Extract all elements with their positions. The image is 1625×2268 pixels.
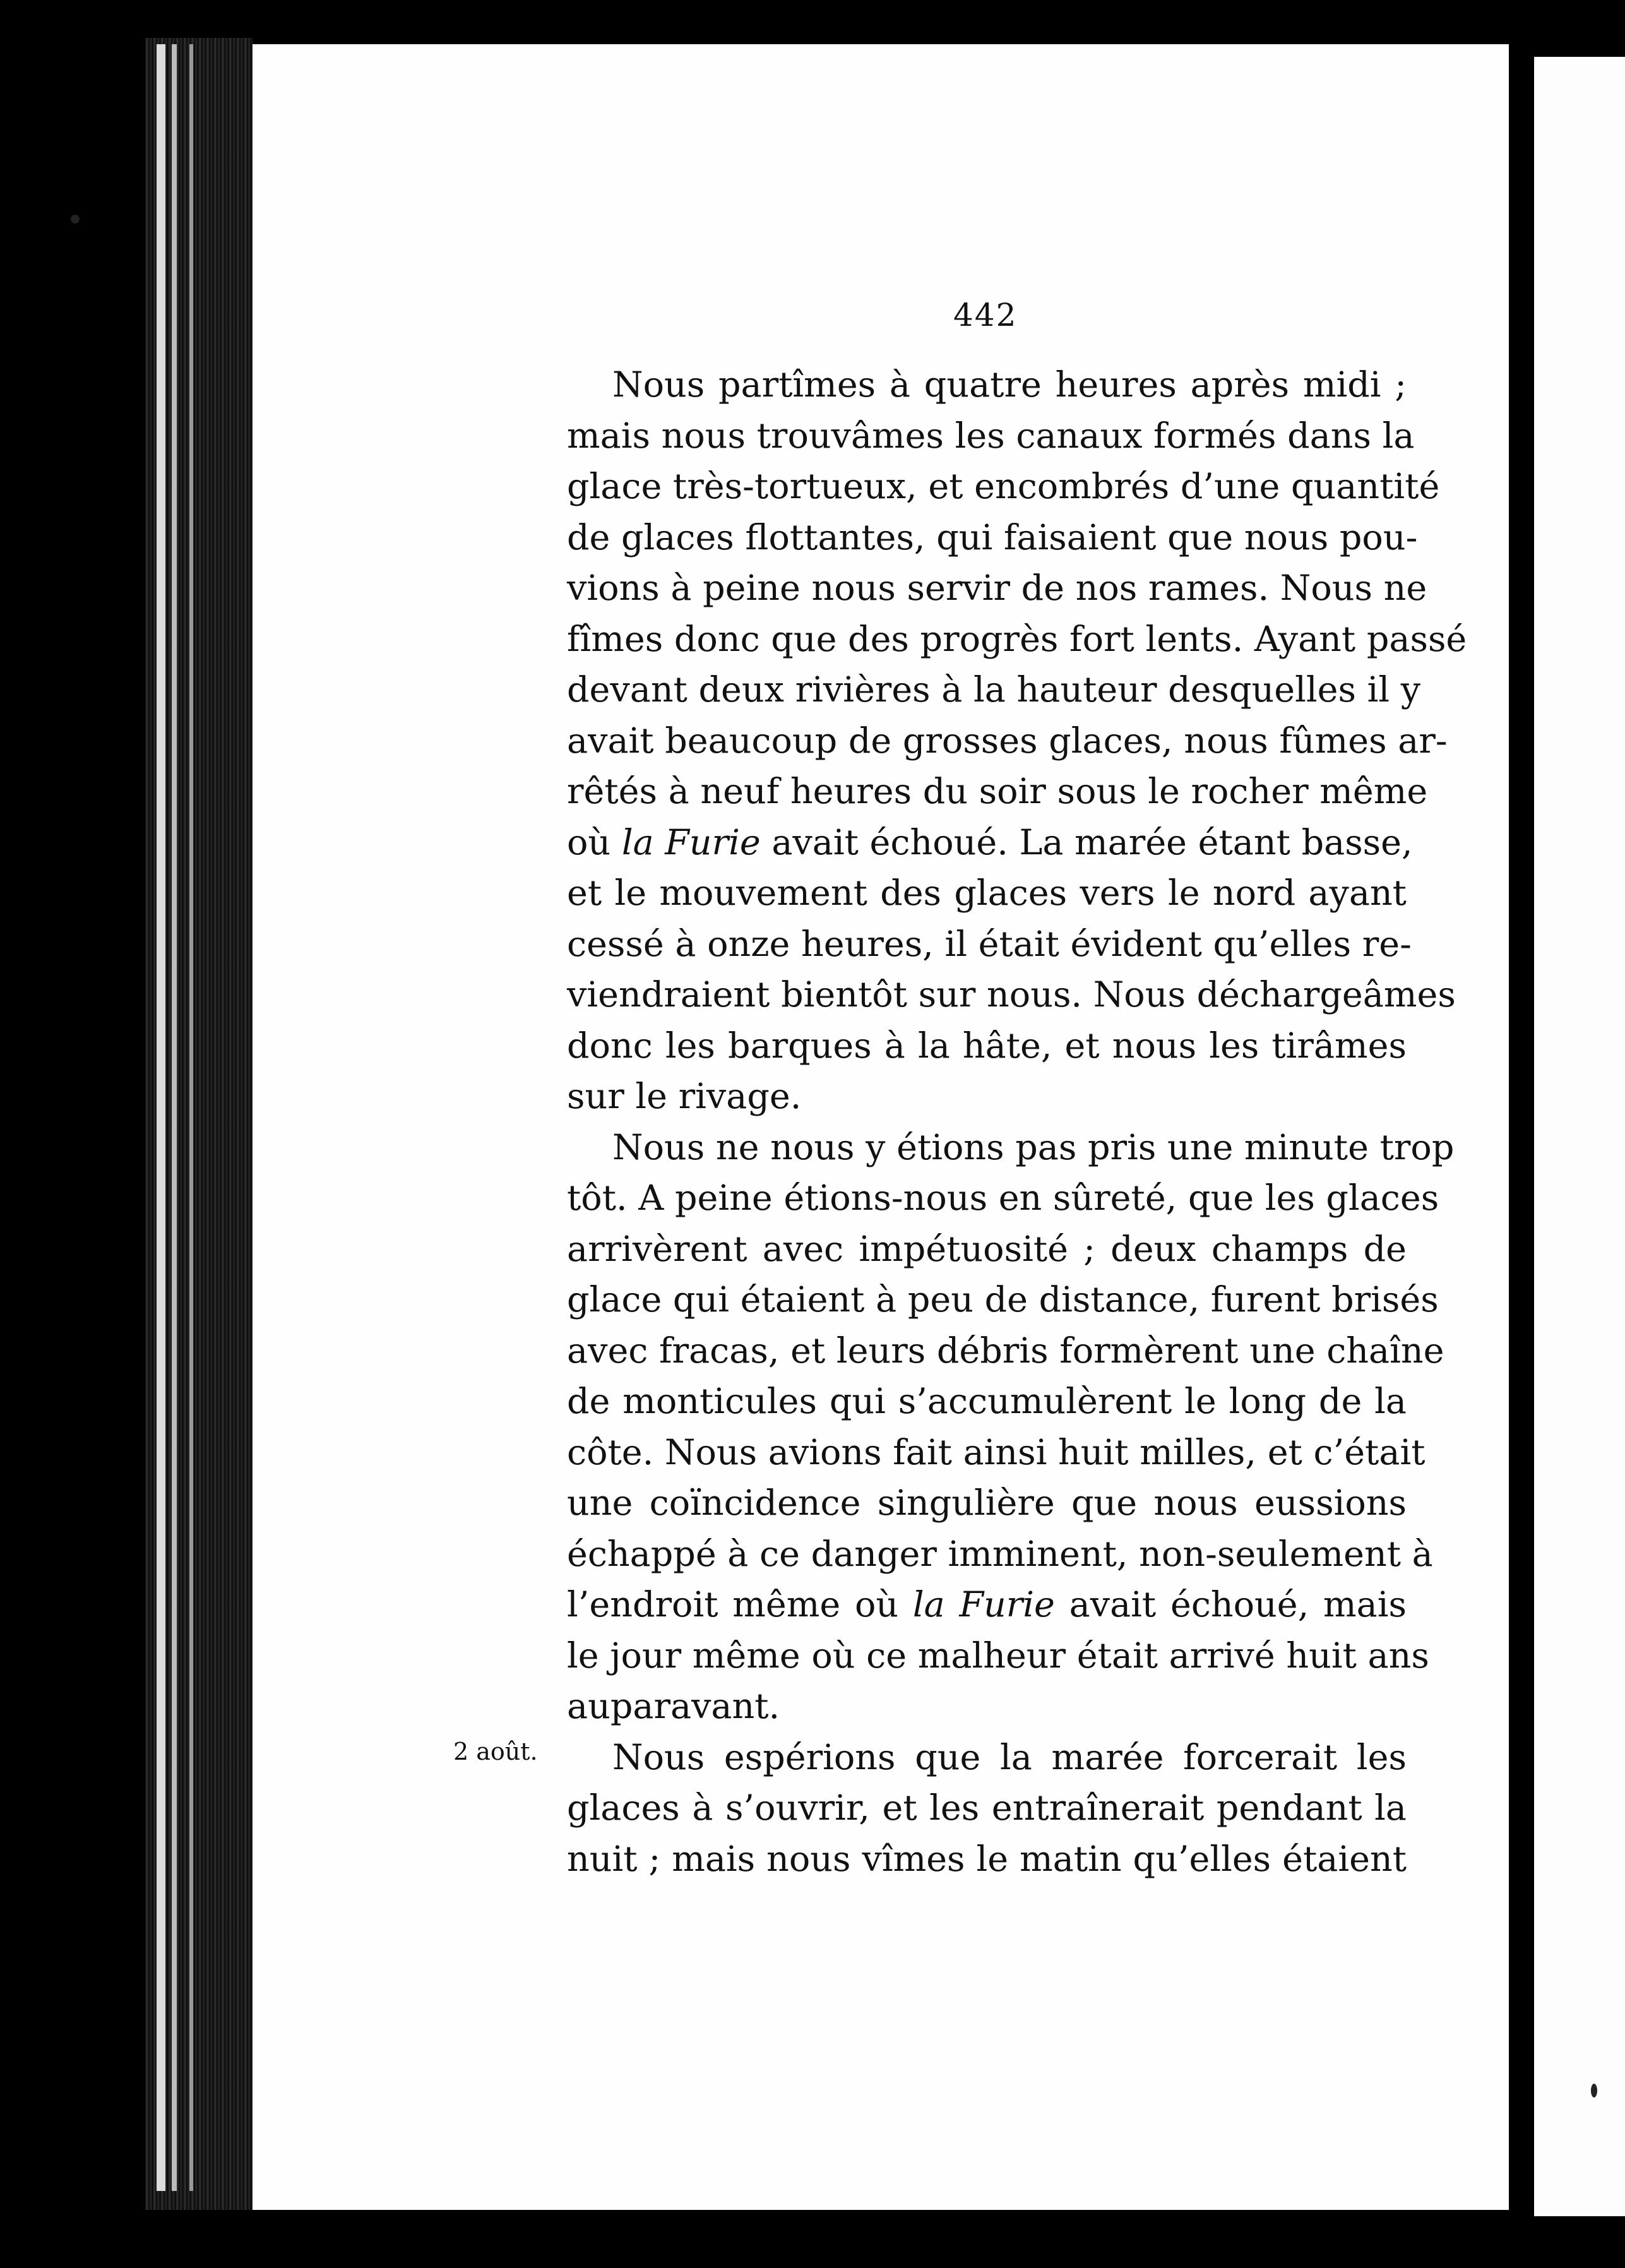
text-line: glace très-tortueux, et encombrés d’une quantité [567,466,1440,507]
text-line: avait beaucoup de grosses glaces, nous fûmes ar- [567,720,1448,761]
ship-name: la Furie [912,1584,1055,1625]
text-line: sur le rivage. [567,1076,802,1117]
text-line: Nous espérions que la marée forcerait les [612,1736,1407,1778]
text-line: glaces à s’ouvrir, et les entraînerait pendant la [567,1788,1407,1829]
scan-speck [71,215,80,224]
ship-name: la Furie [621,821,761,863]
text-line: devant deux rivières à la hauteur desquelles il y [567,669,1421,710]
text-line: de monticules qui s’accumulèrent le long de la [567,1381,1407,1422]
text-line: tôt. A peine étions-nous en sûreté, que les glaces [567,1178,1439,1219]
text-line: nuit ; mais nous vîmes le matin qu’elles étaient [567,1838,1407,1880]
text-segment: avait échoué. La marée étant basse, [760,821,1413,863]
text-line: donc les barques à la hâte, et nous les tirâmes [567,1025,1407,1066]
page-stack-edge [172,44,177,2191]
text-segment: où [567,821,622,863]
text-line: glace qui étaient à peu de distance, furent brisés [567,1279,1439,1320]
text-line: côte. Nous avions fait ainsi huit milles, et c’était [567,1431,1426,1473]
book-gutter [1509,51,1534,2223]
text-segment: l’endroit même où [567,1584,913,1625]
text-line [567,1580,1407,1631]
page-number: 442 [953,297,1018,333]
page-stack-edge [157,44,165,2191]
text-line: échappé à ce danger imminent, non-seulement à [567,1533,1433,1575]
text-line: une coïncidence singulière que nous eussions [567,1483,1407,1524]
paragraph [567,360,1467,1123]
text-line [567,818,1413,869]
text-line: viendraient bientôt sur nous. Nous déchargeâmes [567,974,1456,1015]
paragraph [567,1733,1407,1885]
text-line: Nous partîmes à quatre heures après midi ; [612,364,1407,405]
margin-date-note: 2 août. [453,1738,538,1765]
text-segment: avait échoué, mais [1054,1584,1407,1625]
facing-page [1534,57,1625,2216]
text-line: Nous ne nous y étions pas pris une minute trop [612,1126,1455,1168]
scan-speck [1591,2084,1597,2098]
body-text [567,360,1467,1885]
text-line: rêtés à neuf heures du soir sous le rocher même [567,771,1428,812]
text-line: le jour même où ce malheur était arrivé huit ans [567,1635,1429,1676]
text-line: et le mouvement des glaces vers le nord ayant [567,873,1407,914]
text-line: de glaces flottantes, qui faisaient que nous pou- [567,516,1418,558]
paragraph [567,1123,1455,1733]
text-line: arrivèrent avec impétuosité ; deux champs de [567,1228,1407,1270]
text-line: cessé à onze heures, il était évident qu’elles re- [567,923,1412,965]
text-line: mais nous trouvâmes les canaux formés dans la [567,415,1415,457]
text-line: auparavant. [567,1686,780,1727]
text-line: fîmes donc que des progrès fort lents. Ayant passé [567,618,1467,660]
text-line: avec fracas, et leurs débris formèrent une chaîne [567,1330,1444,1371]
text-line: vions à peine nous servir de nos rames. Nous ne [567,568,1427,609]
page-stack-edge [189,44,193,2191]
